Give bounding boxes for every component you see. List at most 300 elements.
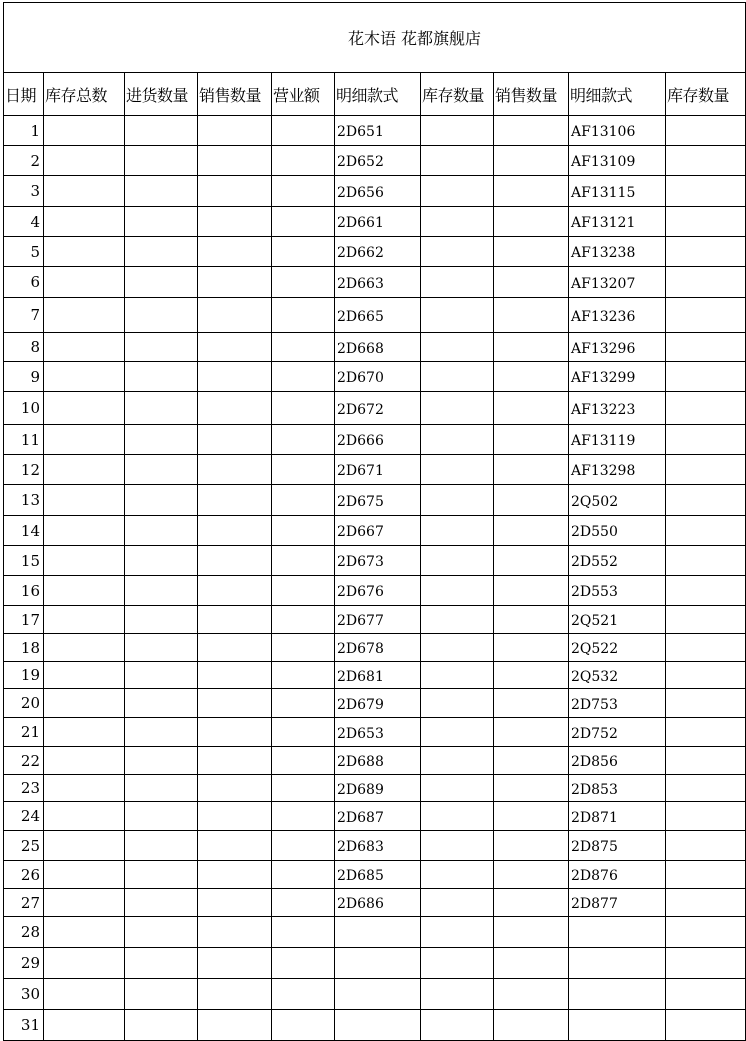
stock-qty-b-cell — [666, 237, 746, 267]
stock-qty-b-cell — [666, 298, 746, 333]
date-cell: 8 — [4, 333, 44, 362]
sales-qty-cell — [198, 485, 272, 516]
sales-qty-a-cell — [494, 979, 569, 1010]
stock-qty-a-cell — [421, 485, 494, 516]
style-a-cell: 2D662 — [335, 237, 421, 267]
revenue-cell — [272, 455, 335, 485]
sheet-title: 花木语 花都旗舰店 — [4, 3, 746, 73]
sales-qty-a-cell — [494, 606, 569, 634]
stock-qty-b-cell — [666, 831, 746, 861]
stock-qty-b-cell — [666, 392, 746, 425]
sales-qty-a-cell — [494, 948, 569, 979]
sales-qty-a-cell — [494, 1010, 569, 1041]
stock-qty-a-cell — [421, 116, 494, 146]
purchase-qty-cell — [125, 392, 198, 425]
style-a-cell: 2D681 — [335, 662, 421, 689]
table-row — [4, 425, 746, 455]
stock-qty-a-cell — [421, 775, 494, 802]
style-b-cell — [569, 979, 666, 1010]
stock-qty-b-cell — [666, 747, 746, 775]
style-a-cell: 2D651 — [335, 116, 421, 146]
table-row — [4, 1010, 746, 1041]
style-b-cell: AF13106 — [569, 116, 666, 146]
stock-qty-a-cell — [421, 516, 494, 546]
stock-qty-b-cell — [666, 917, 746, 948]
table-row — [4, 747, 746, 775]
purchase-qty-cell — [125, 889, 198, 917]
stock-qty-b-cell — [666, 689, 746, 718]
total-stock-cell — [44, 606, 125, 634]
sales-qty-a-cell — [494, 775, 569, 802]
date-cell: 31 — [4, 1010, 44, 1041]
total-stock-cell — [44, 333, 125, 362]
sales-qty-cell — [198, 861, 272, 889]
table-row — [4, 831, 746, 861]
style-b-cell: AF13119 — [569, 425, 666, 455]
header-row — [4, 73, 746, 116]
style-a-cell: 2D671 — [335, 455, 421, 485]
style-a-cell — [335, 917, 421, 948]
sales-qty-cell — [198, 606, 272, 634]
sales-qty-a-cell — [494, 455, 569, 485]
sales-qty-a-cell — [494, 176, 569, 207]
style-a-cell: 2D678 — [335, 634, 421, 662]
table-row — [4, 116, 746, 146]
stock-qty-a-cell — [421, 889, 494, 917]
table-row — [4, 516, 746, 546]
sales-qty-a-cell — [494, 392, 569, 425]
stock-qty-a-cell — [421, 425, 494, 455]
total-stock-cell — [44, 861, 125, 889]
purchase-qty-cell — [125, 298, 198, 333]
style-b-cell: 2Q502 — [569, 485, 666, 516]
revenue-cell — [272, 1010, 335, 1041]
date-cell: 1 — [4, 116, 44, 146]
revenue-cell — [272, 948, 335, 979]
style-a-cell: 2D672 — [335, 392, 421, 425]
stock-qty-b-cell — [666, 425, 746, 455]
total-stock-cell — [44, 662, 125, 689]
sales-qty-cell — [198, 948, 272, 979]
stock-qty-b-cell — [666, 662, 746, 689]
sales-qty-cell — [198, 362, 272, 392]
revenue-cell — [272, 485, 335, 516]
style-b-cell: AF13121 — [569, 207, 666, 237]
header-sales-qty-a: 销售数量 — [494, 73, 569, 116]
revenue-cell — [272, 606, 335, 634]
purchase-qty-cell — [125, 207, 198, 237]
style-a-cell: 2D666 — [335, 425, 421, 455]
date-cell: 25 — [4, 831, 44, 861]
sales-qty-cell — [198, 298, 272, 333]
revenue-cell — [272, 889, 335, 917]
purchase-qty-cell — [125, 718, 198, 747]
table-row — [4, 948, 746, 979]
date-cell: 26 — [4, 861, 44, 889]
revenue-cell — [272, 392, 335, 425]
purchase-qty-cell — [125, 979, 198, 1010]
revenue-cell — [272, 176, 335, 207]
stock-qty-a-cell — [421, 689, 494, 718]
table-row — [4, 455, 746, 485]
style-b-cell: 2Q521 — [569, 606, 666, 634]
total-stock-cell — [44, 689, 125, 718]
revenue-cell — [272, 207, 335, 237]
header-stock-qty-b: 库存数量 — [666, 73, 746, 116]
table-row — [4, 861, 746, 889]
style-b-cell: AF13236 — [569, 298, 666, 333]
style-b-cell: AF13115 — [569, 176, 666, 207]
purchase-qty-cell — [125, 861, 198, 889]
stock-qty-b-cell — [666, 775, 746, 802]
table-row — [4, 689, 746, 718]
header-style-b: 明细款式 — [569, 73, 666, 116]
table-row — [4, 802, 746, 831]
header-purchase-qty: 进货数量 — [125, 73, 198, 116]
sales-qty-cell — [198, 146, 272, 176]
revenue-cell — [272, 267, 335, 298]
purchase-qty-cell — [125, 802, 198, 831]
sales-qty-a-cell — [494, 333, 569, 362]
style-a-cell: 2D663 — [335, 267, 421, 298]
date-cell: 13 — [4, 485, 44, 516]
stock-qty-b-cell — [666, 802, 746, 831]
sales-qty-cell — [198, 889, 272, 917]
style-a-cell: 2D677 — [335, 606, 421, 634]
revenue-cell — [272, 979, 335, 1010]
date-cell: 17 — [4, 606, 44, 634]
total-stock-cell — [44, 634, 125, 662]
sales-qty-a-cell — [494, 831, 569, 861]
style-b-cell: AF13298 — [569, 455, 666, 485]
purchase-qty-cell — [125, 831, 198, 861]
table-row — [4, 634, 746, 662]
date-cell: 27 — [4, 889, 44, 917]
header-total-stock: 库存总数 — [44, 73, 125, 116]
purchase-qty-cell — [125, 425, 198, 455]
purchase-qty-cell — [125, 948, 198, 979]
stock-qty-a-cell — [421, 831, 494, 861]
style-a-cell: 2D652 — [335, 146, 421, 176]
style-b-cell: 2D753 — [569, 689, 666, 718]
stock-qty-b-cell — [666, 176, 746, 207]
style-b-cell: 2D553 — [569, 576, 666, 606]
header-sales-qty: 销售数量 — [198, 73, 272, 116]
total-stock-cell — [44, 176, 125, 207]
stock-qty-a-cell — [421, 1010, 494, 1041]
purchase-qty-cell — [125, 176, 198, 207]
date-cell: 4 — [4, 207, 44, 237]
stock-qty-b-cell — [666, 948, 746, 979]
stock-qty-a-cell — [421, 747, 494, 775]
style-a-cell: 2D683 — [335, 831, 421, 861]
stock-qty-a-cell — [421, 718, 494, 747]
date-cell: 22 — [4, 747, 44, 775]
sales-qty-cell — [198, 802, 272, 831]
purchase-qty-cell — [125, 917, 198, 948]
date-cell: 28 — [4, 917, 44, 948]
sales-qty-a-cell — [494, 146, 569, 176]
sales-qty-a-cell — [494, 425, 569, 455]
purchase-qty-cell — [125, 606, 198, 634]
purchase-qty-cell — [125, 116, 198, 146]
sales-qty-cell — [198, 425, 272, 455]
style-a-cell: 2D656 — [335, 176, 421, 207]
table-row — [4, 979, 746, 1010]
sales-qty-a-cell — [494, 576, 569, 606]
stock-qty-b-cell — [666, 634, 746, 662]
sales-qty-a-cell — [494, 662, 569, 689]
sales-qty-a-cell — [494, 802, 569, 831]
date-cell: 18 — [4, 634, 44, 662]
table-row — [4, 267, 746, 298]
stock-qty-b-cell — [666, 979, 746, 1010]
table-row — [4, 298, 746, 333]
purchase-qty-cell — [125, 576, 198, 606]
style-b-cell — [569, 1010, 666, 1041]
style-b-cell: AF13109 — [569, 146, 666, 176]
stock-qty-a-cell — [421, 298, 494, 333]
date-cell: 29 — [4, 948, 44, 979]
total-stock-cell — [44, 979, 125, 1010]
total-stock-cell — [44, 425, 125, 455]
stock-qty-a-cell — [421, 362, 494, 392]
table-row — [4, 362, 746, 392]
date-cell: 7 — [4, 298, 44, 333]
date-cell: 21 — [4, 718, 44, 747]
stock-qty-a-cell — [421, 237, 494, 267]
total-stock-cell — [44, 917, 125, 948]
revenue-cell — [272, 917, 335, 948]
revenue-cell — [272, 718, 335, 747]
style-a-cell: 2D688 — [335, 747, 421, 775]
sales-qty-a-cell — [494, 298, 569, 333]
revenue-cell — [272, 237, 335, 267]
table-row — [4, 889, 746, 917]
style-b-cell: 2D875 — [569, 831, 666, 861]
style-b-cell: AF13207 — [569, 267, 666, 298]
table-row — [4, 662, 746, 689]
stock-qty-a-cell — [421, 802, 494, 831]
stock-qty-a-cell — [421, 662, 494, 689]
total-stock-cell — [44, 775, 125, 802]
sales-qty-cell — [198, 455, 272, 485]
date-cell: 15 — [4, 546, 44, 576]
revenue-cell — [272, 689, 335, 718]
date-cell: 19 — [4, 662, 44, 689]
stock-qty-b-cell — [666, 146, 746, 176]
header-style-a: 明细款式 — [335, 73, 421, 116]
stock-qty-a-cell — [421, 176, 494, 207]
total-stock-cell — [44, 392, 125, 425]
style-a-cell: 2D667 — [335, 516, 421, 546]
revenue-cell — [272, 362, 335, 392]
table-row — [4, 333, 746, 362]
sales-qty-cell — [198, 747, 272, 775]
style-a-cell: 2D675 — [335, 485, 421, 516]
stock-qty-a-cell — [421, 455, 494, 485]
stock-qty-a-cell — [421, 146, 494, 176]
date-cell: 12 — [4, 455, 44, 485]
table-row — [4, 546, 746, 576]
style-a-cell: 2D685 — [335, 861, 421, 889]
sales-qty-a-cell — [494, 485, 569, 516]
revenue-cell — [272, 831, 335, 861]
style-b-cell: 2D876 — [569, 861, 666, 889]
stock-qty-b-cell — [666, 1010, 746, 1041]
total-stock-cell — [44, 298, 125, 333]
stock-qty-b-cell — [666, 116, 746, 146]
sales-qty-a-cell — [494, 917, 569, 948]
style-a-cell: 2D670 — [335, 362, 421, 392]
table-row — [4, 392, 746, 425]
style-a-cell: 2D687 — [335, 802, 421, 831]
sales-qty-cell — [198, 662, 272, 689]
style-a-cell: 2D686 — [335, 889, 421, 917]
stock-qty-a-cell — [421, 207, 494, 237]
style-b-cell: 2D552 — [569, 546, 666, 576]
header-date: 日期 — [4, 73, 44, 116]
total-stock-cell — [44, 267, 125, 298]
sales-qty-a-cell — [494, 861, 569, 889]
sales-qty-cell — [198, 718, 272, 747]
table-row — [4, 485, 746, 516]
style-b-cell: AF13238 — [569, 237, 666, 267]
revenue-cell — [272, 861, 335, 889]
date-cell: 3 — [4, 176, 44, 207]
revenue-cell — [272, 333, 335, 362]
style-a-cell: 2D653 — [335, 718, 421, 747]
stock-qty-a-cell — [421, 948, 494, 979]
total-stock-cell — [44, 146, 125, 176]
date-cell: 24 — [4, 802, 44, 831]
style-b-cell — [569, 948, 666, 979]
sales-qty-cell — [198, 1010, 272, 1041]
total-stock-cell — [44, 576, 125, 606]
date-cell: 23 — [4, 775, 44, 802]
sales-qty-cell — [198, 267, 272, 298]
date-cell: 16 — [4, 576, 44, 606]
total-stock-cell — [44, 889, 125, 917]
stock-qty-a-cell — [421, 546, 494, 576]
revenue-cell — [272, 146, 335, 176]
stock-qty-a-cell — [421, 979, 494, 1010]
table-row — [4, 917, 746, 948]
style-b-cell: 2D856 — [569, 747, 666, 775]
purchase-qty-cell — [125, 662, 198, 689]
stock-qty-a-cell — [421, 861, 494, 889]
table-row — [4, 176, 746, 207]
sales-qty-cell — [198, 392, 272, 425]
purchase-qty-cell — [125, 333, 198, 362]
total-stock-cell — [44, 237, 125, 267]
total-stock-cell — [44, 455, 125, 485]
revenue-cell — [272, 516, 335, 546]
total-stock-cell — [44, 831, 125, 861]
table-row — [4, 576, 746, 606]
stock-qty-a-cell — [421, 917, 494, 948]
style-a-cell: 2D679 — [335, 689, 421, 718]
sales-qty-cell — [198, 576, 272, 606]
style-b-cell: 2Q532 — [569, 662, 666, 689]
style-b-cell: 2D877 — [569, 889, 666, 917]
stock-qty-b-cell — [666, 546, 746, 576]
purchase-qty-cell — [125, 455, 198, 485]
purchase-qty-cell — [125, 689, 198, 718]
style-b-cell: 2D550 — [569, 516, 666, 546]
style-a-cell — [335, 948, 421, 979]
style-b-cell: AF13296 — [569, 333, 666, 362]
style-a-cell: 2D689 — [335, 775, 421, 802]
date-cell: 11 — [4, 425, 44, 455]
style-b-cell: 2D871 — [569, 802, 666, 831]
total-stock-cell — [44, 116, 125, 146]
sales-qty-cell — [198, 237, 272, 267]
sales-qty-cell — [198, 917, 272, 948]
sales-qty-a-cell — [494, 889, 569, 917]
sales-qty-cell — [198, 207, 272, 237]
revenue-cell — [272, 116, 335, 146]
sales-qty-cell — [198, 333, 272, 362]
date-cell: 6 — [4, 267, 44, 298]
table-row — [4, 146, 746, 176]
date-cell: 20 — [4, 689, 44, 718]
stock-qty-b-cell — [666, 516, 746, 546]
header-revenue: 营业额 — [272, 73, 335, 116]
revenue-cell — [272, 576, 335, 606]
purchase-qty-cell — [125, 634, 198, 662]
stock-qty-b-cell — [666, 606, 746, 634]
purchase-qty-cell — [125, 1010, 198, 1041]
total-stock-cell — [44, 485, 125, 516]
style-a-cell: 2D665 — [335, 298, 421, 333]
table-row — [4, 718, 746, 747]
sales-qty-a-cell — [494, 237, 569, 267]
style-b-cell: 2Q522 — [569, 634, 666, 662]
sales-qty-cell — [198, 831, 272, 861]
total-stock-cell — [44, 207, 125, 237]
total-stock-cell — [44, 802, 125, 831]
purchase-qty-cell — [125, 747, 198, 775]
style-a-cell: 2D668 — [335, 333, 421, 362]
sales-qty-a-cell — [494, 116, 569, 146]
sales-qty-cell — [198, 546, 272, 576]
purchase-qty-cell — [125, 267, 198, 298]
style-a-cell: 2D673 — [335, 546, 421, 576]
stock-qty-a-cell — [421, 576, 494, 606]
sales-qty-cell — [198, 516, 272, 546]
date-cell: 14 — [4, 516, 44, 546]
sales-qty-a-cell — [494, 718, 569, 747]
sales-qty-a-cell — [494, 267, 569, 298]
sales-qty-a-cell — [494, 747, 569, 775]
sales-qty-cell — [198, 979, 272, 1010]
table-row — [4, 207, 746, 237]
date-cell: 9 — [4, 362, 44, 392]
purchase-qty-cell — [125, 485, 198, 516]
date-cell: 2 — [4, 146, 44, 176]
total-stock-cell — [44, 362, 125, 392]
purchase-qty-cell — [125, 237, 198, 267]
sales-qty-cell — [198, 634, 272, 662]
revenue-cell — [272, 775, 335, 802]
style-b-cell — [569, 917, 666, 948]
stock-qty-b-cell — [666, 576, 746, 606]
stock-qty-b-cell — [666, 455, 746, 485]
stock-qty-b-cell — [666, 267, 746, 298]
stock-qty-a-cell — [421, 606, 494, 634]
sales-qty-a-cell — [494, 689, 569, 718]
